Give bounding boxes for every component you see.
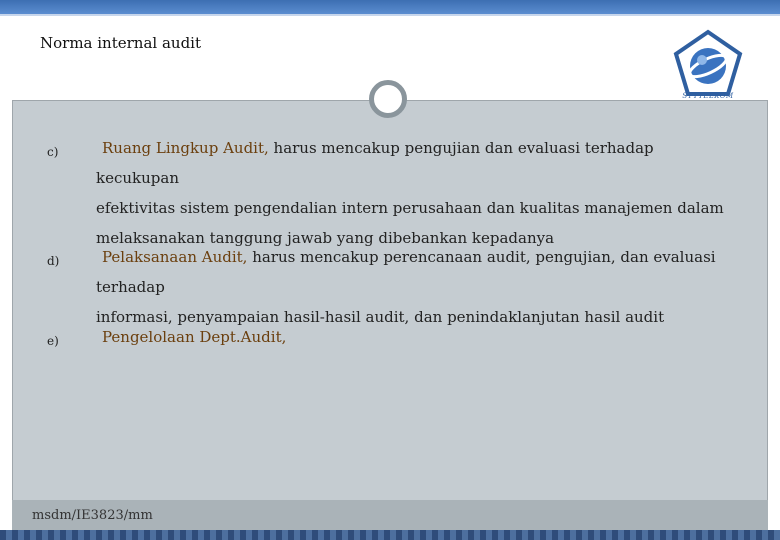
item-heading: Pengelolaan Dept.Audit, (102, 328, 287, 346)
item-heading: Pelaksanaan Audit, (102, 248, 248, 266)
item-heading: Ruang Lingkup Audit, (102, 139, 269, 157)
list-letter: c) (47, 145, 59, 159)
item-text-line: informasi, penyampaian hasil-hasil audit, dan penindaklanjutan hasil audit (96, 308, 665, 326)
footer-text: msdm/IE3823/mm (32, 508, 153, 523)
item-text-line: harus mencakup perencanaan audit, pengujian, dan evaluasi terhadap (96, 248, 716, 296)
item-text-line: melaksanakan tanggung jawab yang dibebankan kepadanya (96, 229, 555, 247)
list-letter: d) (47, 254, 60, 268)
bottom-strip (0, 530, 780, 540)
ring-ornament (369, 80, 407, 118)
top-bar-divider (0, 14, 780, 16)
list-item-text (96, 242, 736, 332)
item-text-line: efektivitas sistem pengendalian intern perusahaan dan kualitas manajemen dalam (96, 199, 724, 217)
list-letter: e) (47, 334, 59, 348)
slide-title: Norma internal audit (40, 34, 201, 52)
list-item-text (96, 133, 736, 253)
item-text-line: harus mencakup pengujian dan evaluasi terhadap kecukupan (96, 139, 654, 187)
top-bar (0, 0, 780, 14)
logo-text: STTTELKOM (682, 92, 734, 100)
list-item-text (96, 322, 736, 352)
